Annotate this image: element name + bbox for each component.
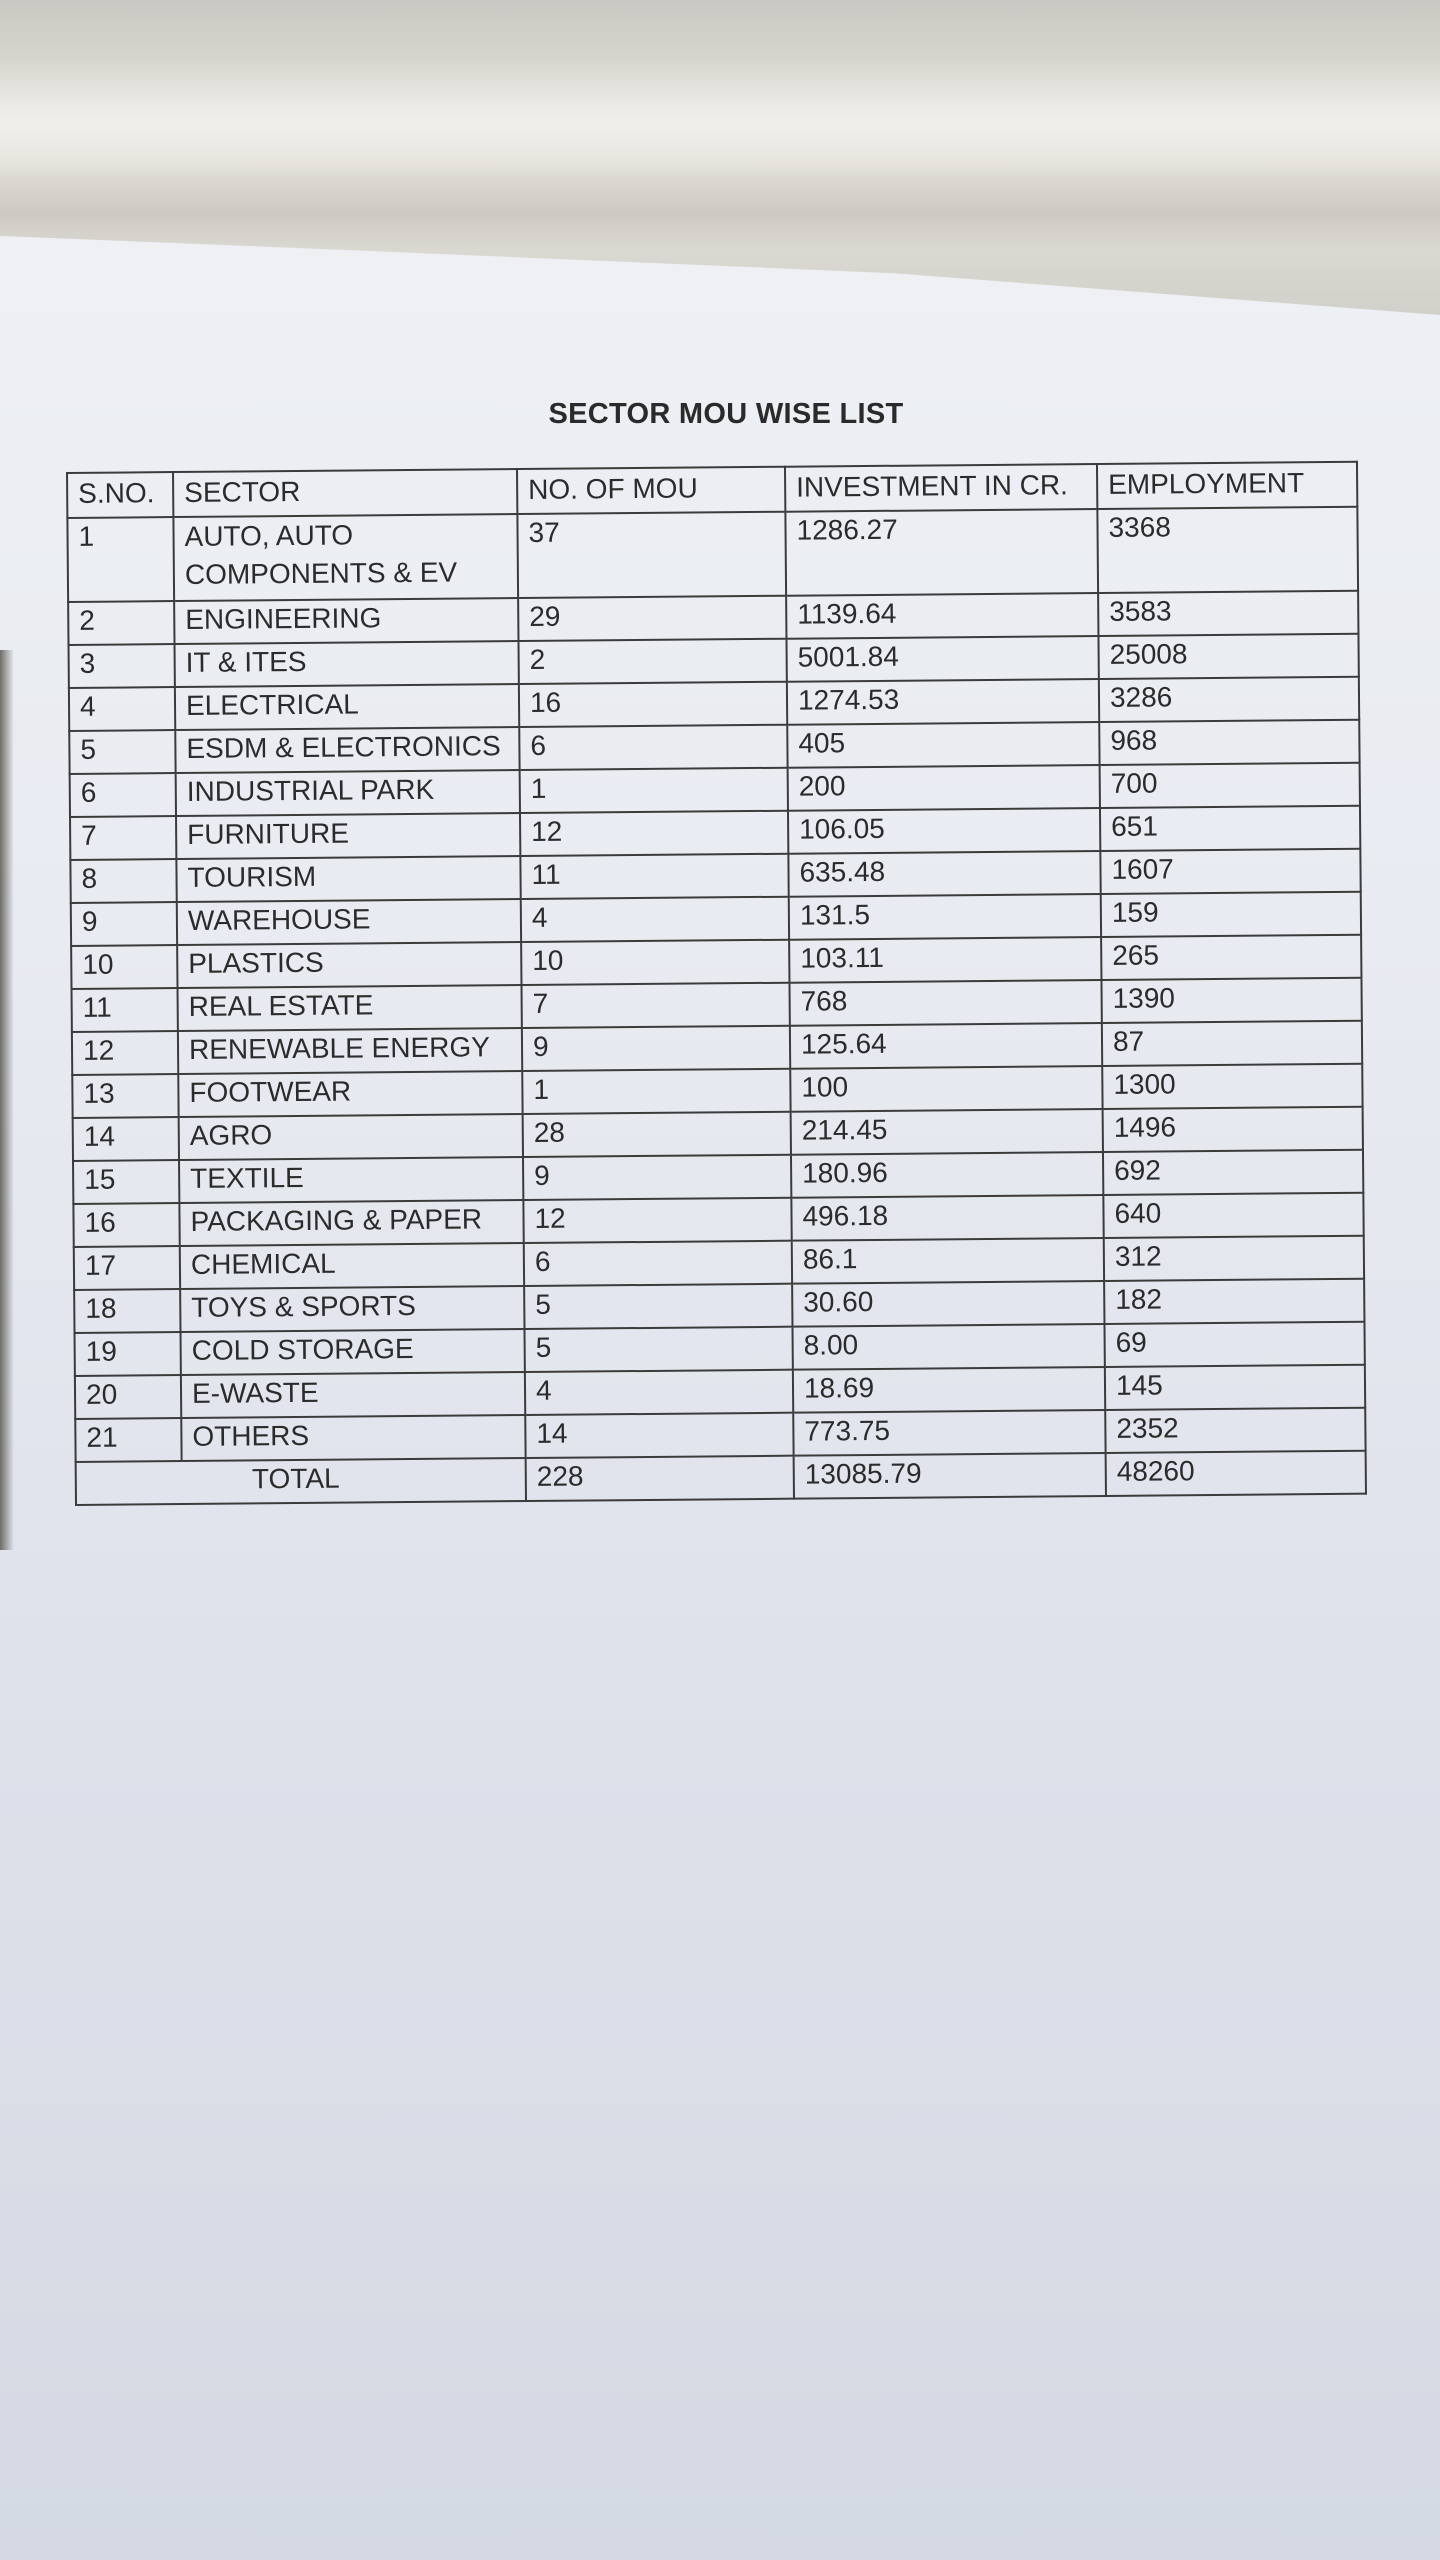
cell-sno: 21 [75, 1418, 181, 1462]
cell-mou: 10 [521, 940, 789, 985]
cell-employment: 968 [1099, 720, 1359, 765]
cell-sno: 14 [73, 1117, 179, 1161]
cell-sno: 16 [73, 1203, 179, 1247]
cell-sector: RENEWABLE ENERGY [178, 1028, 522, 1074]
cell-mou: 1 [520, 768, 788, 813]
cell-investment: 635.48 [788, 851, 1100, 897]
cell-employment: 182 [1104, 1279, 1364, 1324]
cell-mou: 5 [524, 1327, 792, 1372]
cell-investment: 131.5 [789, 894, 1101, 940]
paper-edge-shadow [0, 650, 14, 1550]
cell-sno: 7 [70, 816, 176, 860]
cell-investment: 103.11 [789, 937, 1101, 983]
cell-employment: 640 [1103, 1193, 1363, 1238]
cell-investment: 214.45 [791, 1109, 1103, 1155]
cell-employment: 145 [1105, 1365, 1365, 1410]
total-mou: 228 [526, 1456, 794, 1501]
cell-mou: 37 [517, 512, 786, 598]
cell-mou: 16 [519, 682, 787, 727]
cell-sno: 3 [69, 644, 175, 688]
cell-investment: 496.18 [791, 1195, 1103, 1241]
cell-sno: 19 [75, 1332, 181, 1376]
total-label: TOTAL [76, 1458, 526, 1505]
header-investment: INVESTMENT IN CR. [785, 464, 1097, 512]
document-title [0, 398, 1440, 431]
cell-employment: 87 [1102, 1021, 1362, 1066]
cell-investment: 18.69 [793, 1367, 1105, 1413]
cell-employment: 692 [1103, 1150, 1363, 1195]
cell-sector: TEXTILE [179, 1157, 523, 1203]
cell-sector: WAREHOUSE [177, 899, 521, 945]
cell-mou: 29 [518, 596, 786, 641]
fabric-fold-shadow [0, 160, 1440, 250]
cell-sno: 8 [70, 859, 176, 903]
cell-sector: FOOTWEAR [178, 1071, 522, 1117]
cell-investment: 405 [787, 722, 1099, 768]
cell-sno: 13 [72, 1074, 178, 1118]
cell-mou: 1 [522, 1069, 790, 1114]
cell-employment: 265 [1101, 935, 1361, 980]
cell-sector: IT & ITES [175, 641, 519, 687]
total-employment: 48260 [1106, 1451, 1366, 1496]
cell-investment: 86.1 [792, 1238, 1104, 1284]
cell-sno: 18 [74, 1289, 180, 1333]
cell-employment: 25008 [1098, 634, 1358, 679]
cell-employment: 159 [1101, 892, 1361, 937]
cell-mou: 11 [520, 854, 788, 899]
cell-mou: 28 [523, 1112, 791, 1157]
cell-employment: 3368 [1097, 507, 1358, 593]
cell-sector: FURNITURE [176, 813, 520, 859]
header-mou: NO. OF MOU [517, 467, 785, 514]
cell-sno: 6 [70, 773, 176, 817]
header-sno: S.NO. [67, 472, 173, 518]
sector-mou-table [66, 461, 1367, 1506]
cell-sno: 5 [69, 730, 175, 774]
cell-sno: 11 [72, 988, 178, 1032]
cell-mou: 14 [525, 1413, 793, 1458]
cell-employment: 1607 [1100, 849, 1360, 894]
cell-investment: 1139.64 [786, 593, 1098, 639]
cell-sno: 15 [73, 1160, 179, 1204]
cell-investment: 1286.27 [785, 509, 1098, 596]
cell-investment: 1274.53 [787, 679, 1099, 725]
cell-employment: 3286 [1099, 677, 1359, 722]
cell-sector: TOURISM [176, 856, 520, 902]
cell-mou: 12 [520, 811, 788, 856]
table-row [67, 507, 1358, 602]
cell-sno: 20 [75, 1375, 181, 1419]
cell-investment: 100 [790, 1066, 1102, 1112]
cell-investment: 8.00 [792, 1324, 1104, 1370]
cell-sector: AUTO, AUTO COMPONENTS & EV [173, 514, 518, 601]
total-investment: 13085.79 [794, 1453, 1106, 1499]
cell-sno: 9 [71, 902, 177, 946]
cell-mou: 6 [519, 725, 787, 770]
cell-employment: 3583 [1098, 591, 1358, 636]
cell-sector: OTHERS [181, 1415, 525, 1461]
cell-mou: 7 [521, 983, 789, 1028]
cell-employment: 2352 [1105, 1408, 1365, 1453]
cell-investment: 30.60 [792, 1281, 1104, 1327]
cell-mou: 9 [522, 1026, 790, 1071]
cell-mou: 9 [523, 1155, 791, 1200]
cell-employment: 1390 [1101, 978, 1361, 1023]
cell-sno: 2 [68, 601, 174, 645]
cell-sector: TOYS & SPORTS [180, 1286, 524, 1332]
cell-investment: 200 [788, 765, 1100, 811]
cell-investment: 125.64 [790, 1023, 1102, 1069]
cell-employment: 312 [1104, 1236, 1364, 1281]
cell-investment: 106.05 [788, 808, 1100, 854]
cell-sector: AGRO [179, 1114, 523, 1160]
cell-sno: 4 [69, 687, 175, 731]
cell-sno: 12 [72, 1031, 178, 1075]
cell-mou: 2 [518, 639, 786, 684]
cell-sector: PACKAGING & PAPER [179, 1200, 523, 1246]
cell-sno: 17 [74, 1246, 180, 1290]
cell-employment: 1496 [1103, 1107, 1363, 1152]
cell-employment: 700 [1100, 763, 1360, 808]
cell-sno: 1 [67, 517, 174, 602]
cell-mou: 4 [521, 897, 789, 942]
cell-sector: REAL ESTATE [178, 985, 522, 1031]
cell-sector: E-WASTE [181, 1372, 525, 1418]
header-employment: EMPLOYMENT [1097, 462, 1357, 509]
cell-sector: COLD STORAGE [181, 1329, 525, 1375]
cell-employment: 1300 [1102, 1064, 1362, 1109]
header-sector: SECTOR [173, 469, 517, 517]
cell-mou: 12 [523, 1198, 791, 1243]
cell-sector: CHEMICAL [180, 1243, 524, 1289]
cell-investment: 768 [789, 980, 1101, 1026]
document-title-text: SECTOR MOU WISE LIST [548, 398, 904, 430]
cell-investment: 773.75 [793, 1410, 1105, 1456]
cell-employment: 651 [1100, 806, 1360, 851]
cell-sector: ESDM & ELECTRONICS [175, 727, 519, 773]
cell-sector: INDUSTRIAL PARK [176, 770, 520, 816]
cell-mou: 4 [525, 1370, 793, 1415]
cell-employment: 69 [1104, 1322, 1364, 1367]
cell-mou: 5 [524, 1284, 792, 1329]
cell-sector: PLASTICS [177, 942, 521, 988]
cell-sno: 10 [71, 945, 177, 989]
cell-mou: 6 [524, 1241, 792, 1286]
cell-sector: ENGINEERING [174, 598, 518, 644]
cell-sector: ELECTRICAL [175, 684, 519, 730]
cell-investment: 5001.84 [786, 636, 1098, 682]
cell-investment: 180.96 [791, 1152, 1103, 1198]
